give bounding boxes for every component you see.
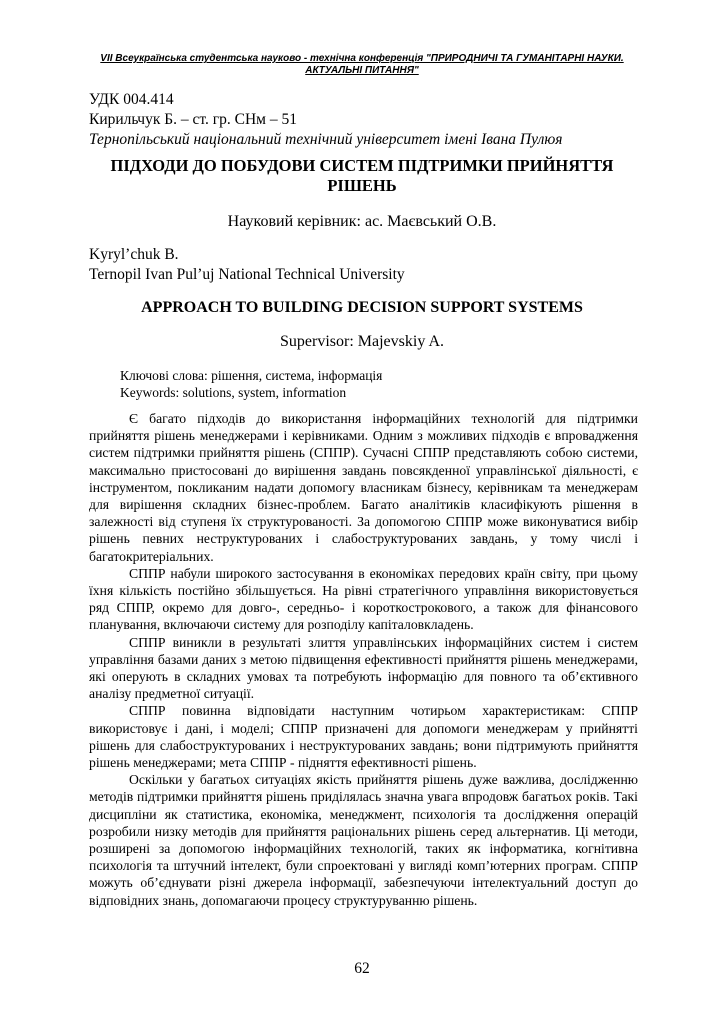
body-text	[89, 410, 638, 909]
university-ua: Тернопільський національний технічний університет імені Івана Пулюя	[89, 131, 563, 148]
paragraph: СППР набули широкого застосування в економіках передових країн світу, при цьому їхня кількість постійно збільшується. На рівні стратегічного управління використовується ряд СППР, окремо для довго-, середньо- і короткострокового, а також для фінансового планування, включаючи систему для розподілу капіталовкладень.	[89, 565, 638, 633]
author-en: Kyryl’chuk B.	[89, 246, 179, 263]
keywords-ua: Ключові слова: рішення, система, інформація	[120, 368, 383, 383]
supervisor-en: Supervisor: Majevskiy A.	[280, 333, 444, 350]
keywords-en: Keywords: solutions, system, information	[120, 385, 347, 400]
paragraph: Є багато підходів до використання інформаційних технологій для підтримки прийняття рішень менеджерами і керівниками. Одним з можливих підходів є впровадження систем підтримки прийняття рішень (СППР). Сучасні СППР представляють собою системи, максимально пристосовані до вирішення завдань повсякденної управлінської діяльності, є інструментом, покликаним надати допомогу власникам бізнесу, керівникам та менеджерам для вирішення складних бізнес-проблем. Багато аналітиків класифікують рішення в залежності від ступеня їх структурованості. За допомогою СППР може виконуватися вибір рішень певних неструктурованих і слабоструктурованих завдань, у тому числі і багатокритеріальних.	[89, 411, 638, 564]
author-ua: Кирильчук Б. – ст. гр. СНм – 51	[89, 111, 297, 128]
udk-code: УДК 004.414	[89, 91, 174, 108]
university-en: Ternopil Ivan Pul’uj National Technical University	[89, 266, 405, 283]
title-ua: ПІДХОДИ ДО ПОБУДОВИ СИСТЕМ ПІДТРИМКИ ПРИЙНЯТТЯ РІШЕНЬ	[110, 156, 614, 195]
paragraph: СППР повинна відповідати наступним чотирьом характеристикам: СППР використовує і дані, і моделі; СППР призначені для допомоги менеджерам у прийнятті рішень для слабоструктурованих і неструктурованих завдань; вони підтримують прийняття рішень менеджерами; мета СППР - підняття ефективності рішень.	[89, 703, 638, 771]
supervisor-ua: Науковий керівник: ас. Маєвський О.В.	[227, 213, 497, 230]
paragraph: Оскільки у багатьох ситуаціях якість прийняття рішень дуже важлива, дослідженню методів підтримки прийняття рішень приділялась значна увага впродовж багатьох років. Такі дисципліни як статистика, економіка, менеджмент, психологія та дослідження операцій розробили низку методів для прийняття раціональних рішень серед альтернатив. Ці методи, розширені за допомогою інформаційних технологій, таких як інформатика, когнітивна психологія та штучний інтелект, були спроектовані у вигляді комп’ютерних програм. СППР можуть об’єднувати різні джерела інформації, забезпечуючи інтелектуальний доступ до відповідних знань, допомагаючи процесу структуруванню рішень.	[89, 772, 638, 908]
title-en: APPROACH TO BUILDING DECISION SUPPORT SYSTEMS	[141, 299, 583, 316]
conference-header: VII Всеукраїнська студентська науково - технічна конференція "ПРИРОДНИЧІ ТА ГУМАНІТАРНІ НАУКИ. АКТУАЛЬНІ ПИТАННЯ"	[100, 53, 624, 76]
page-number: 62	[354, 960, 370, 977]
paragraph: СППР виникли в результаті злиття управлінських інформаційних систем і систем управління базами даних з метою підвищення ефективності прийняття рішень менеджерами, які оперують в складних умовах та потребують інформацію для повного та об’єктивного аналізу предметної ситуації.	[89, 634, 638, 702]
